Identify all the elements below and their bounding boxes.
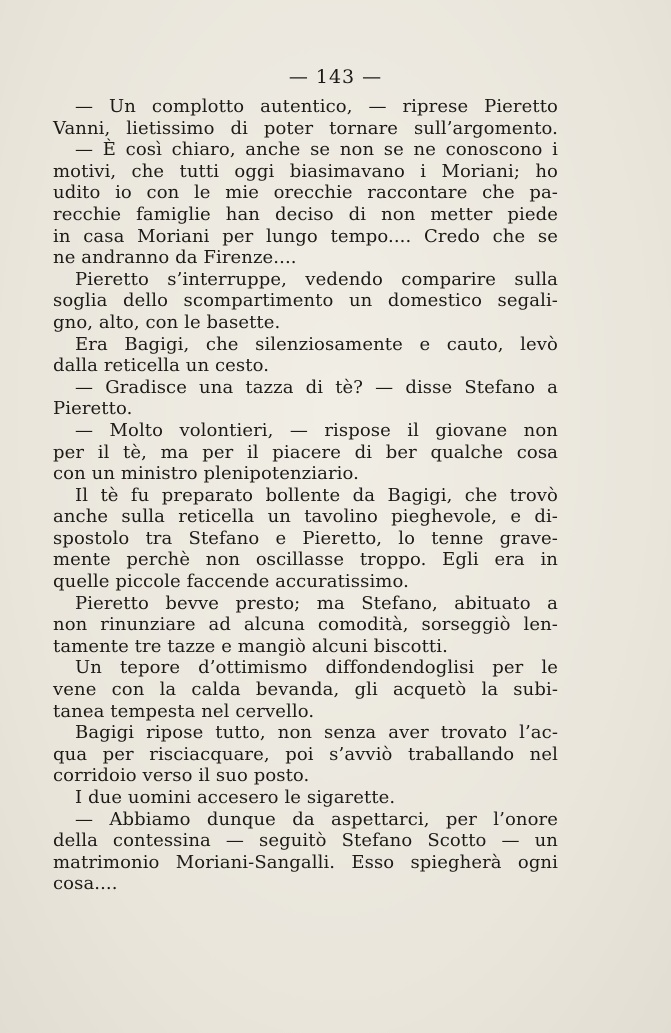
text-line: dalla reticella un cesto. bbox=[53, 355, 270, 377]
text-line: Il tè fu preparato bollente da Bagigi, che trovò bbox=[75, 484, 558, 506]
text-line: Pieretto. bbox=[53, 398, 133, 420]
body-text bbox=[53, 96, 558, 895]
text-line: Bagigi ripose tutto, non senza aver trovato l’ac- bbox=[75, 722, 558, 744]
text-line: — Un complotto autentico, — riprese Pieretto bbox=[75, 96, 558, 117]
text-line: gno, alto, con le basette. bbox=[53, 311, 281, 333]
text-line: quelle piccole faccende accuratissimo. bbox=[53, 571, 409, 593]
text-line: con un ministro plenipotenziario. bbox=[53, 463, 359, 485]
text-line: Vanni, lietissimo di poter tornare sull’argomento. bbox=[53, 117, 558, 139]
text-line: — È così chiaro, anche se non se ne conoscono i bbox=[75, 139, 558, 161]
text-line: tamente tre tazze e mangiò alcuni biscotti. bbox=[53, 635, 448, 657]
text-line: anche sulla reticella un tavolino pieghevole, e di- bbox=[53, 506, 558, 528]
text-line: in casa Moriani per lungo tempo.... Credo che se bbox=[53, 225, 558, 247]
text-line: udito io con le mie orecchie raccontare che pa- bbox=[53, 182, 558, 204]
text-line: tanea tempesta nel cervello. bbox=[53, 700, 315, 722]
text-line: Pieretto s’interruppe, vedendo comparire sulla bbox=[75, 268, 558, 290]
text-line: per il tè, ma per il piacere di ber qualche cosa bbox=[53, 441, 558, 463]
text-line: Un tepore d’ottimismo diffondendoglisi per le bbox=[75, 657, 558, 679]
text-line: matrimonio Moriani-Sangalli. Esso spiegherà ogni bbox=[53, 851, 558, 873]
text-line: Pieretto bevve presto; ma Stefano, abituato a bbox=[75, 592, 558, 614]
text-line: — Molto volontieri, — rispose il giovane non bbox=[75, 419, 558, 441]
text-line: motivi, che tutti oggi biasimavano i Moriani; ho bbox=[53, 160, 558, 182]
page-number: — 143 — bbox=[288, 66, 383, 88]
text-line: qua per risciacquare, poi s’avviò traballando nel bbox=[53, 743, 558, 765]
text-line: corridoio verso il suo posto. bbox=[53, 765, 310, 787]
text-line: vene con la calda bevanda, gli acquetò la subi- bbox=[53, 679, 558, 701]
text-line: recchie famiglie han deciso di non metter piede bbox=[53, 203, 558, 225]
text-line: — Abbiamo dunque da aspettarci, per l’onore bbox=[75, 808, 558, 830]
text-line: Era Bagigi, che silenziosamente e cauto, levò bbox=[75, 333, 558, 355]
text-line: cosa.... bbox=[53, 873, 118, 895]
text-line: — Gradisce una tazza di tè? — disse Stefano a bbox=[75, 376, 558, 398]
text-line: ne andranno da Firenze.... bbox=[53, 247, 297, 269]
text-line: soglia dello scompartimento un domestico segali- bbox=[53, 290, 558, 312]
text-line: mente perchè non oscillasse troppo. Egli era in bbox=[53, 549, 558, 571]
text-line: non rinunziare ad alcuna comodità, sorseggiò len- bbox=[53, 614, 558, 636]
text-line: spostolo tra Stefano e Pieretto, lo tenne grave- bbox=[53, 527, 558, 549]
text-line: I due uomini accesero le sigarette. bbox=[75, 787, 396, 808]
text-line: della contessina — seguitò Stefano Scotto — un bbox=[53, 830, 558, 852]
